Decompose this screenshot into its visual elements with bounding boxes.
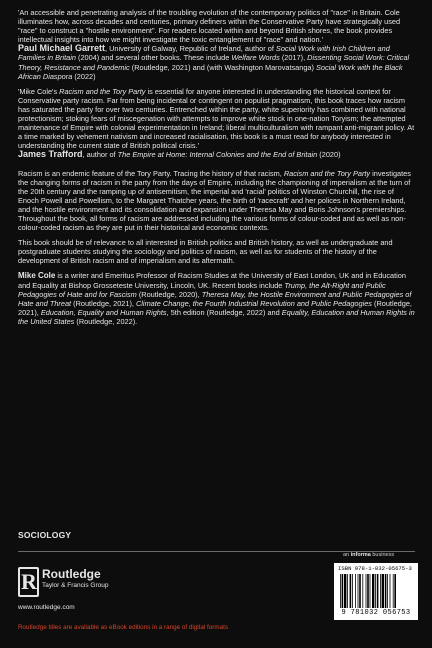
divider (18, 551, 415, 552)
routledge-r-icon: R (18, 567, 39, 597)
publisher-logo (18, 567, 138, 607)
endorsement-2-author: James Trafford (18, 149, 83, 160)
endorsement-1-author: Paul Michael Garrett (18, 43, 106, 54)
endorsement-2-attribution: James Trafford, author of The Empire at Home: Internal Colonies and the End of Britain (2020) (18, 149, 341, 160)
informa-tagline: an informa business (343, 552, 395, 558)
author-bio: Mike Cole is a writer and Emeritus Professor of Racism Studies at the University of East London, UK and in Education and Equality at Bishop Grosseteste University, Lincoln, UK. Recent books include Trump, the Alt-Right and Public Pedagogies of Hate and for Fascism (Routledge, 2020), Theresa May, the Hostile Environment and Public Pedagogies of Hate and Threat (Routledge, 2021), Climate Change, the Fourth Industrial Revolution and Public Pedagogies (Routledge, 2021), Education, Equality and Human Rights, 5th edition (Routledge, 2022) and Equality, Education and Human Rights in the United States (Routledge, 2022). (18, 271, 415, 326)
description-paragraph-1: Racism is an endemic feature of the Tory Party. Tracing the history of that racism, Racism and the Tory Party investigates the changing forms of racism in the party from the days of Empire, including the championing of imperialism at the turn of the 20th century and the ramping up of antisemitism, the imperial and 'racial' politics of Winston Churchill, the rise of Enoch Powell and Powellism, to the Margaret Thatcher years, the birth of 'racecraft' and her polices in Northern Ireland, and the hostile environment and its consolidation and expansion under Theresa May and Boris Johnson's premierships. Throughout the book, all forms of racism are addressed including the various forms of colour-coded and as well as non-colour-coded racism as they are put in their historical and economic contexts. (18, 168, 411, 233)
endorsement-1-quote: 'An accessible and penetrating analysis of the troubling evolution of the contemporary politics of "race" in Britain. Cole illuminates how, across decades and centuries, primary definers within the Conservative Party have strategically used "race" to construct a "hostile environment". For readers located within and beyond British shores, the book provides intellectual insights into how we might investigate the toxic entanglement of "race" and nation.' (18, 8, 401, 45)
endorsement-2-quote: 'Mike Cole's Racism and the Tory Party is essential for anyone interested in understanding the historical context for Conservative party racism. Far from being incidental or contingent on populist pragmatism, this book traces how racism has saturated the party for over two centuries. Entrenched within the party, white superiority has combined with national protectionism; stoking fears of miscegenation with attempts to improve white stock in one-nation Toryism; the attempted maintenance of Empire with colonial experimentation in Ireland; liberal multiculturalism with rampant anti-migrant policy. At a time marked by vehement nativism and increased racialisation, this book is a must read for anybody interested in understanding the current state of British political crisis.' (18, 86, 415, 151)
publisher-website[interactable]: www.routledge.com (18, 604, 75, 611)
isbn-label: ISBN 978-1-032-05675-3 (338, 565, 412, 572)
isbn-barcode (334, 563, 418, 620)
barcode-icon (340, 574, 412, 608)
description-paragraph-2: This book should be of relevance to all interested in British politics and British history, as well as undergraduate and postgraduate students studying the sociology and politics of racism, as well as for students of the history of the development of British racism and of imperialism and its aftermath. (18, 238, 393, 266)
ean-digits: 9 781032 056753 (341, 609, 411, 617)
ebook-availability-note: Routledge titles are available as eBook editions in a range of digital formats (18, 624, 229, 631)
endorsement-1-attribution: Paul Michael Garrett, University of Galway, Republic of Ireland, author of Social Work with Irish Children and Families in Britain (2004) and several other books. These include Welfare Words (2017), Dissenting Social Work: Critical Theory, Resistance and Pandemic (Routledge, 2021) and (with Washington Marovatsanga) Social Work with the Black African Diaspora (2022) (18, 43, 410, 81)
publisher-name: Routledge (42, 567, 101, 581)
publisher-group: Taylor & Francis Group (42, 582, 109, 589)
back-cover-text (18, 8, 415, 326)
author-bio-name: Mike Cole (18, 271, 56, 281)
subject-category: SOCIOLOGY (18, 530, 72, 540)
